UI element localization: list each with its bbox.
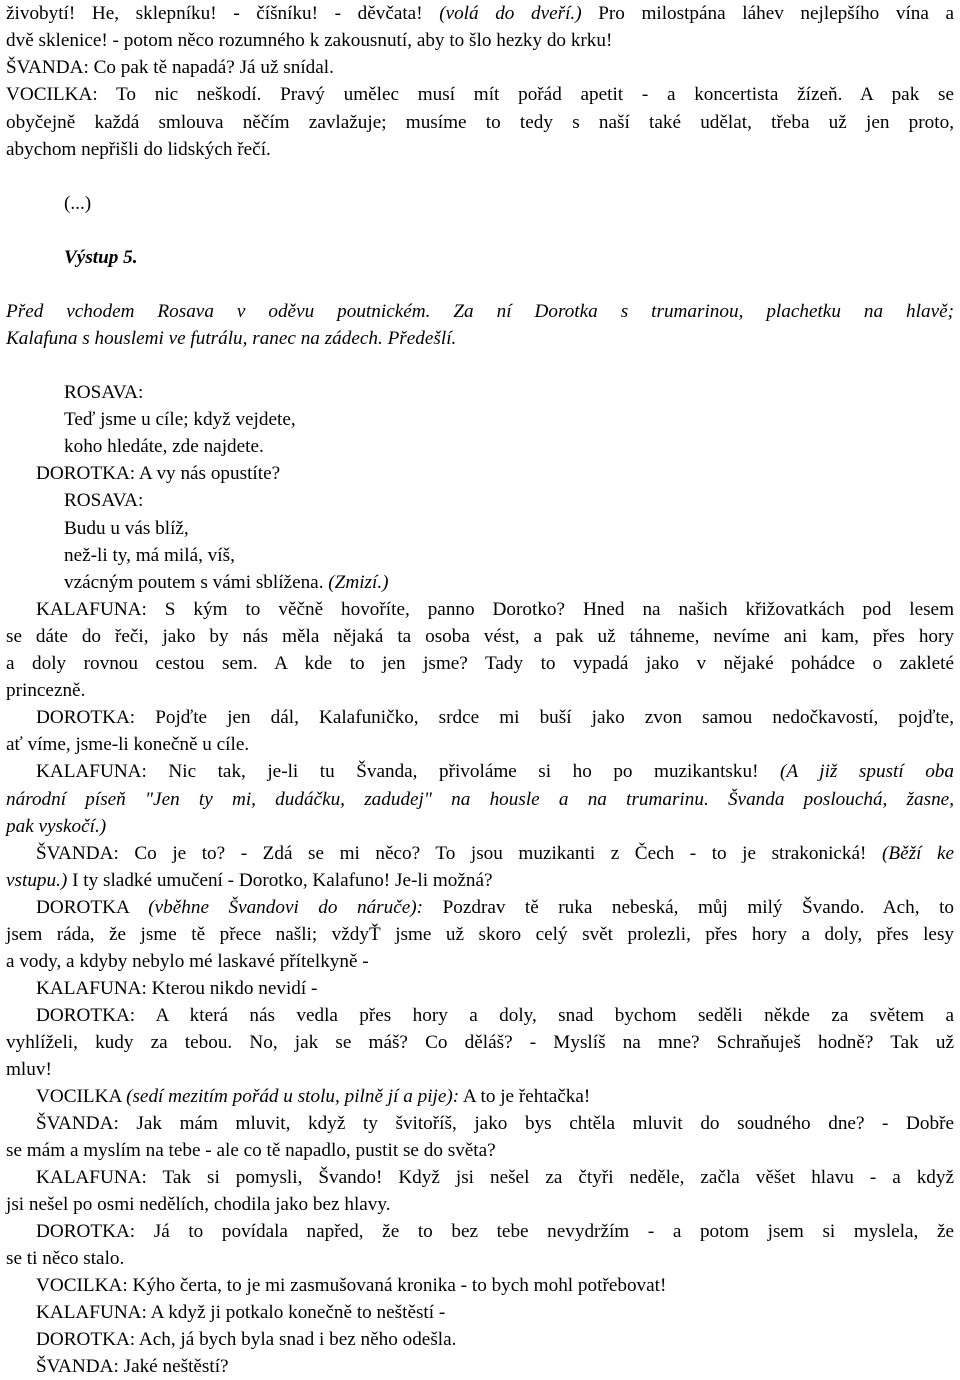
text-run: abychom nepřišli do lidských řečí. bbox=[6, 139, 271, 160]
text-run: A to je řehtačka! bbox=[459, 1086, 591, 1107]
italic-text: (A již spustí oba bbox=[779, 761, 954, 782]
text-line bbox=[36, 460, 954, 487]
italic-text: Kalafuna s houslemi ve futrálu, ranec na zádech. Předešlí. bbox=[6, 328, 457, 349]
text-line bbox=[36, 1083, 954, 1110]
text-run: obyčejně každá smlouva něčím zavlažuje; musíme to tedy s naší také udělat, třeba už jen proto, bbox=[6, 112, 954, 133]
text-run: dvě sklenice! - potom něco rozumného k zakousnutí, aby to šlo hezky do krku! bbox=[6, 30, 613, 51]
text-run: vyhlíželi, kudy za tebou. No, jak se máš? Co děláš? - Myslíš na mne? Schraňuješ hodně? Tak už bbox=[6, 1032, 954, 1053]
text-run: (...) bbox=[64, 193, 92, 214]
text-line bbox=[36, 840, 954, 867]
text-run: Pozdrav tě ruka nebeská, můj milý Švando. Ach, to bbox=[423, 897, 954, 918]
text-line bbox=[6, 109, 954, 136]
text-line bbox=[6, 27, 954, 54]
text-line bbox=[36, 1272, 954, 1299]
text-line bbox=[36, 1110, 954, 1137]
text-run: I ty sladké umučení - Dorotko, Kalafuno! Je-li možná? bbox=[67, 870, 493, 891]
text-run: se ti něco stalo. bbox=[6, 1248, 125, 1269]
text-run: živobytí! He, sklepníku! - číšníku! - děvčata! bbox=[6, 3, 440, 24]
text-line bbox=[6, 1137, 954, 1164]
text-line bbox=[6, 650, 954, 677]
text-line bbox=[36, 1164, 954, 1191]
ellipsis-marker bbox=[64, 190, 954, 217]
text-run: Pro milostpána láhev nejlepšího vína a bbox=[581, 3, 955, 24]
text-line bbox=[6, 921, 954, 948]
text-line bbox=[6, 136, 954, 163]
italic-text: pak vyskočí.) bbox=[6, 816, 107, 837]
italic-text: Před vchodem Rosava v oděvu poutnickém. Za ní Dorotka s trumarinou, plachetku na hlavě; bbox=[6, 301, 954, 322]
text-line bbox=[6, 623, 954, 650]
text-run: VOCILKA bbox=[36, 1086, 127, 1107]
text-run: VOCILKA: Kýho čerta, to je mi zasmušovaná kronika - to bych mohl potřebovat! bbox=[36, 1275, 667, 1296]
text-line bbox=[6, 813, 954, 840]
italic-text: (Běží ke bbox=[881, 843, 954, 864]
text-line bbox=[6, 1191, 954, 1218]
text-line bbox=[36, 1218, 954, 1245]
text-run: ať víme, jsme-li konečně u cíle. bbox=[6, 734, 250, 755]
text-run: než-li ty, má milá, víš, bbox=[64, 545, 235, 566]
text-line bbox=[64, 569, 954, 596]
text-run: princezně. bbox=[6, 680, 86, 701]
text-run: KALAFUNA: A když ji potkalo konečně to neštěstí - bbox=[36, 1302, 446, 1323]
text-line bbox=[64, 433, 954, 460]
text-run: DOROTKA: Pojďte jen dál, Kalafuničko, srdce mi buší jako zvon samou nedočkavostí, pojďte, bbox=[36, 707, 954, 728]
text-line bbox=[6, 1029, 954, 1056]
text-run: a doly rovnou cestou sem. A kde to jen jsme? Tady to vypadá jako v nějaké pohádce o zakleté bbox=[6, 653, 954, 674]
italic-text: (volá do dveří.) bbox=[439, 3, 582, 24]
text-line bbox=[36, 1326, 954, 1353]
italic-text: národní píseň "Jen ty mi, dudáčku, zadudej" na housle a na trumarinu. Švanda poslouchá, žasne, bbox=[6, 789, 954, 810]
italic-text: Výstup 5. bbox=[64, 247, 138, 268]
italic-text: (vběhne Švandovi do náruče): bbox=[148, 897, 424, 918]
text-run: DOROTKA: A která nás vedla přes hory a doly, snad bychom seděli někde za světem a bbox=[36, 1005, 954, 1026]
text-run: VOCILKA: To nic neškodí. Pravý umělec musí mít pořád apetit - a koncertista žízeň. A pak se bbox=[6, 84, 954, 105]
text-run: KALAFUNA: Nic tak, je-li tu Švanda, přivoláme si ho po muzikantsku! bbox=[36, 761, 780, 782]
stage-direction bbox=[6, 325, 954, 352]
text-line bbox=[6, 1056, 954, 1083]
text-line bbox=[6, 677, 954, 704]
text-run: se dáte do řeči, jako by nás měla nějaká ta osoba vést, a pak už táhneme, nevíme ani kam, přes hory bbox=[6, 626, 954, 647]
text-line bbox=[64, 487, 954, 514]
text-line bbox=[6, 1245, 954, 1272]
text-line bbox=[36, 596, 954, 623]
text-line bbox=[6, 731, 954, 758]
text-line bbox=[6, 81, 954, 108]
text-run: DOROTKA bbox=[36, 897, 149, 918]
text-run: DOROTKA: Ach, já bych byla snad i bez něho odešla. bbox=[36, 1329, 457, 1350]
text-run: vzácným poutem s vámi sblížena. bbox=[64, 572, 329, 593]
text-run: ŠVANDA: Co je to? - Zdá se mi něco? To jsou muzikanti z Čech - to je strakonická! bbox=[36, 843, 882, 864]
text-run: se mám a myslím na tebe - ale co tě napadlo, pustit se do světa? bbox=[6, 1140, 496, 1161]
text-line bbox=[64, 379, 954, 406]
text-line bbox=[36, 758, 954, 785]
text-run: ŠVANDA: Co pak tě napadá? Já už snídal. bbox=[6, 57, 334, 78]
text-run: ROSAVA: bbox=[64, 490, 144, 511]
text-line bbox=[6, 948, 954, 975]
text-run: Teď jsme u cíle; když vejdete, bbox=[64, 409, 296, 430]
text-line bbox=[36, 894, 954, 921]
text-line bbox=[64, 515, 954, 542]
text-run: koho hledáte, zde najdete. bbox=[64, 436, 264, 457]
text-line bbox=[64, 406, 954, 433]
italic-text: (Zmizí.) bbox=[328, 572, 389, 593]
stage-direction bbox=[6, 298, 954, 325]
text-run: jsi nešel po osmi nedělích, chodila jako bez hlavy. bbox=[6, 1194, 391, 1215]
text-run: Budu u vás blíž, bbox=[64, 518, 189, 539]
text-run: DOROTKA: A vy nás opustíte? bbox=[36, 463, 281, 484]
text-line bbox=[36, 1002, 954, 1029]
text-run: DOROTKA: Já to povídala napřed, že to bez tebe nevydržím - a potom jsem si myslela, že bbox=[36, 1221, 954, 1242]
text-line bbox=[36, 1299, 954, 1326]
text-run: KALAFUNA: Tak si pomysli, Švando! Když jsi nešel za čtyři neděle, začla věšet hlavu - a když bbox=[36, 1167, 954, 1188]
text-line bbox=[64, 542, 954, 569]
text-line bbox=[36, 704, 954, 731]
text-line bbox=[36, 975, 954, 1002]
text-run: mluv! bbox=[6, 1059, 52, 1080]
text-run: KALAFUNA: S kým to věčně hovoříte, panno Dorotko? Hned na našich křižovatkách pod lesem bbox=[36, 599, 954, 620]
text-run: jsem ráda, že jsme tě přece našli; vždyŤ jsme už skoro celý svět prolezli, přes hory a doly, přes lesy bbox=[6, 924, 954, 945]
text-line bbox=[6, 867, 954, 894]
scene-heading bbox=[64, 244, 954, 271]
text-run: ROSAVA: bbox=[64, 382, 144, 403]
text-line bbox=[36, 1353, 954, 1380]
text-run: ŠVANDA: Jaké neštěstí? bbox=[36, 1356, 229, 1377]
text-run: a vody, a kdyby nebylo mé laskavé přítelkyně - bbox=[6, 951, 369, 972]
text-line bbox=[6, 0, 954, 27]
text-run: KALAFUNA: Kterou nikdo nevidí - bbox=[36, 978, 318, 999]
text-run: ŠVANDA: Jak mám mluvit, když ty švitoříš, jako bys chtěla mluvit do soudného dne? - Dobře bbox=[36, 1113, 954, 1134]
text-line bbox=[6, 786, 954, 813]
text-line bbox=[6, 54, 954, 81]
italic-text: vstupu.) bbox=[6, 870, 68, 891]
italic-text: (sedí mezitím pořád u stolu, pilně jí a pije): bbox=[126, 1086, 460, 1107]
